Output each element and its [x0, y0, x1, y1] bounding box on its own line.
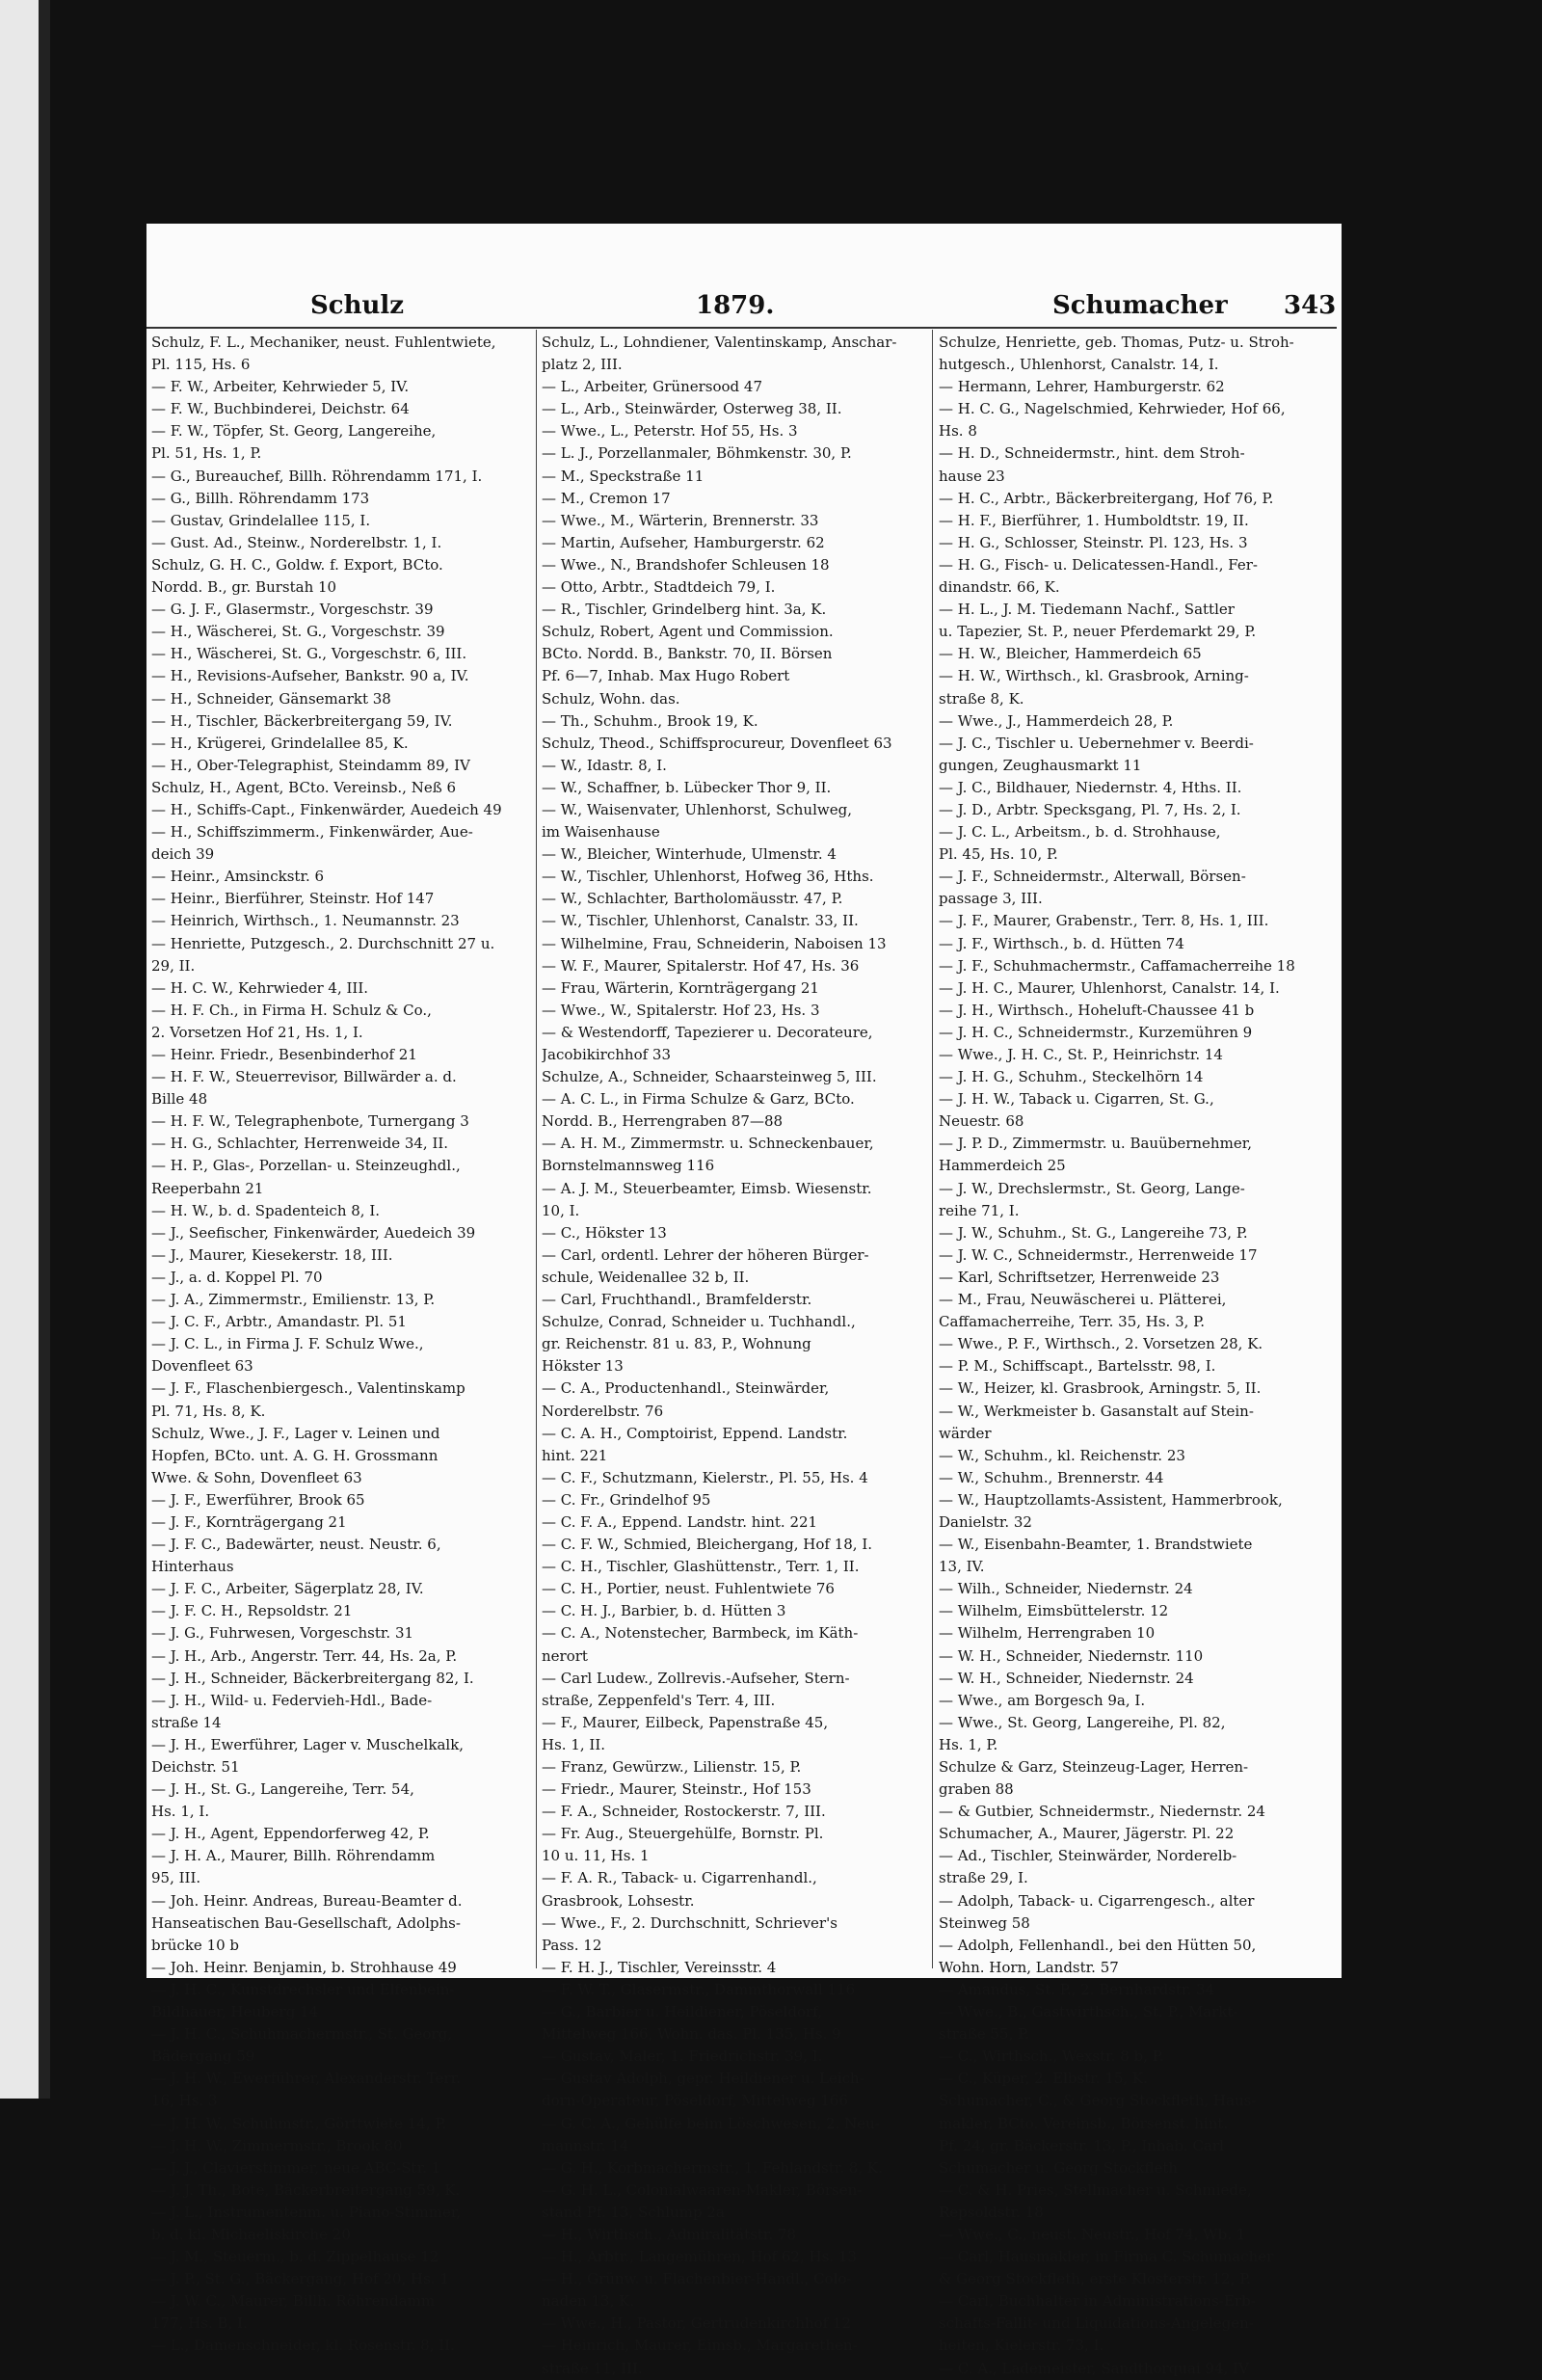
directory-line: Pl. 51, Hs. 1, P. — [151, 444, 262, 463]
directory-line: 13, IV. — [939, 1558, 985, 1576]
directory-line: — G. J. F., Glasermstr., Vorgeschstr. 39 — [151, 601, 434, 619]
directory-line: — Wilhelm, Eimsbüttelerstr. 12 — [939, 1602, 1169, 1620]
directory-line: — C. & H. Pries, Stellmacher u. Schmiede, — [939, 2180, 1252, 2199]
directory-line: — J. C. F., Arbtr., Amandastr. Pl. 51 — [151, 1313, 407, 1331]
directory-line: — Heinrich, Wirthsch., 1. Neumannstr. 23 — [151, 912, 460, 930]
directory-line: — G. C. A., Gehülfe beim Löschwesen, 2. Neu- — [542, 2114, 880, 2132]
directory-line: — H., Grünw. u. Flachenbier-Handl., Colo- — [542, 2270, 852, 2288]
directory-line: — C., Wirthsch., Wexstr. 8 b, P. — [939, 2047, 1164, 2066]
directory-line: — Wwe., St. Georg, Langereihe, Pl. 82, — [939, 1713, 1226, 1731]
directory-line: — Wwe., J. H. C., St. P., Heinrichstr. 14 — [939, 1046, 1223, 1063]
directory-line: — J. M., Steuerm., b. d. Zippelhause 12 — [151, 2248, 439, 2266]
directory-line: — J. H. G., Schuhm., Steckelhörn 14 — [939, 1068, 1204, 1086]
directory-line: — H. C., Arbtr., Bäckerbreitergang, Hof 76, P. — [939, 489, 1274, 507]
directory-line: — H., Tischler, Bäckerbreitergang 59, IV. — [151, 711, 453, 730]
directory-line: hint. 221 — [542, 1446, 608, 1464]
directory-line: — Wilhelmine, Frau, Schneiderin, Naboisen 13 — [542, 934, 887, 952]
directory-line: — H., Arbtr., Langemühren, Hof 62, Hs. 13 — [542, 2248, 857, 2266]
directory-line: — Wwe., C., neust. Neustr., Hof 74, Wb. 1 — [939, 2225, 1246, 2243]
directory-line: — Wwe., H., Pastor, Gertrudenkirchhof 12 — [542, 2314, 852, 2333]
directory-line: straße, Zeppenfeld's Terr. 4, III. — [542, 1691, 776, 1709]
directory-line: Schumacher u. Georg Stockfleth — [939, 2158, 1179, 2177]
directory-line: — J. G., Fuhrwesen, Vorgeschstr. 31 — [151, 1624, 414, 1643]
directory-line: Hs. 1, II. — [542, 1735, 606, 1753]
directory-line: u. Tapezier, St. P., neuer Pferdemarkt 29, P. — [939, 623, 1257, 641]
column-divider — [536, 330, 537, 1968]
directory-line: platz 2, III. — [542, 356, 623, 374]
directory-line: passage 3, III. — [939, 890, 1043, 908]
directory-line: — C. H. J., Barbier, b. d. Hütten 3 — [542, 1602, 786, 1620]
directory-line: — W., Schuhm., Brennerstr. 44 — [939, 1468, 1164, 1486]
directory-line: 177, Hs. B, I. — [151, 2314, 248, 2333]
directory-line: — Amandus, St. P., 2. Bernhardstr. 34 — [939, 1980, 1215, 1998]
directory-line: — J. F., Ewerführer, Brook 65 — [151, 1490, 365, 1509]
directory-line: Schumacher, C., & Georg Stockfleth, Haus- — [939, 2092, 1257, 2110]
directory-line: — J. F. C. H., Repsoldstr. 21 — [151, 1602, 353, 1620]
directory-line: — Heinrich, Maurer, Eimsb., Margarethen- — [542, 2337, 858, 2355]
directory-line: — Martin, Aufseher, Hamburgerstr. 62 — [542, 533, 825, 551]
directory-line: — Henriette, Putzgesch., 2. Durchschnitt 27 u. — [151, 934, 495, 952]
directory-line: — W., Schlachter, Bartholomäusstr. 47, P. — [542, 890, 843, 908]
directory-line: — J. F., Kornträgergang 21 — [151, 1512, 347, 1531]
directory-line: — W. H., Schneider, Niedernstr. 110 — [939, 1646, 1204, 1665]
directory-line: — J. H. C., Schuhmachermstr., St. Georg, — [151, 2025, 452, 2044]
scan-binding-edge — [39, 0, 50, 2099]
scan-left-margin — [0, 0, 39, 2099]
directory-line: — W., Hauptzollamts-Assistent, Hammerbrook, — [939, 1490, 1283, 1509]
directory-line: nerort — [542, 1646, 588, 1665]
directory-page — [146, 224, 1342, 2377]
directory-line: — J. J., Clavierstimmer, neue ABC-Str. 1 — [151, 2158, 441, 2177]
directory-line: — J. C. L., Arbeitsm., b. d. Strohhause, — [939, 823, 1221, 842]
header-right-catchword: Schumacher — [1052, 291, 1228, 320]
directory-line: — H., Wirthsch., Admiralitätstr. 78 — [542, 2225, 797, 2243]
directory-line: — J. H., Schneider, Bäckerbreitergang 82, I. — [151, 1669, 474, 1687]
directory-line: Deichstr. 51 — [151, 1758, 240, 1776]
directory-line: Pl. 71, Hs. 8, K. — [151, 1402, 266, 1420]
directory-line: Nordd. B., Herrengraben 87—88 — [542, 1112, 784, 1131]
directory-line: — J. H. W., Zimmermstr., Brook 80 — [151, 2136, 403, 2154]
directory-line: — H. C. G., Nagelschmied, Kehrwieder, Hof 66, — [939, 400, 1286, 418]
directory-line: Bille 48 — [151, 1090, 208, 1109]
directory-line: — G., Billh. Röhrendamm 173 — [151, 489, 370, 507]
directory-line: stand Pf. 13, Schlump 2a — [542, 2203, 725, 2221]
directory-line: — H., Wäscherei, St. G., Vorgeschstr. 6, III. — [151, 645, 467, 663]
directory-line: Jacobikirchhof 33 — [542, 1046, 672, 1063]
directory-line: — Otto, Arbtr., Stadtdeich 79, I. — [542, 578, 776, 597]
directory-line: reihe 71, I. — [939, 1201, 1020, 1219]
directory-line: straße 29, I. — [939, 1869, 1028, 1887]
directory-line: — R., Tischler, Grindelberg hint. 3a, K. — [542, 601, 827, 619]
directory-line: Danielstr. 32 — [939, 1512, 1032, 1531]
directory-line: — C. H., Tischler, Glashüttenstr., Terr. 1, II. — [542, 1558, 860, 1576]
directory-line: Schulze, Henriette, geb. Thomas, Putz- u. Stroh- — [939, 334, 1294, 351]
directory-line: — F. W. T., Glasermstr., Dammthorwall 116 — [542, 1980, 856, 1998]
directory-line: Pass. 12 — [542, 1936, 602, 1954]
directory-line: Schulze, A., Schneider, Schaarsteinweg 5, III. — [542, 1068, 877, 1086]
directory-line: Dovenfleet 63 — [151, 1357, 253, 1376]
directory-line: Mittelweg 166, Wohn. das. Pl. 135, Hs. 9 — [542, 2025, 841, 2044]
directory-line: naden 13, K. — [542, 2292, 635, 2311]
directory-line: — Gust. Ad., Steinw., Norderelbstr. 1, I. — [151, 533, 442, 551]
directory-line: — J. W., Drechslermstr., St. Georg, Lange- — [939, 1179, 1245, 1197]
directory-line: dinandstr. 66, K. — [939, 578, 1060, 597]
directory-line: — L. J., Porzellanmaler, Böhmkenstr. 30, P. — [542, 444, 852, 463]
directory-line: Nordd. B., gr. Burstah 10 — [151, 578, 337, 597]
directory-line: — J. H. C., Maurer, Uhlenhorst, Canalstr. 14, I. — [939, 978, 1280, 997]
running-head — [146, 291, 1342, 330]
directory-line: — H. F. W., Telegraphenbote, Turnergang 3 — [151, 1112, 469, 1131]
directory-line: Caffamacherreihe, Terr. 35, Hs. 3, P. — [939, 1313, 1205, 1331]
directory-line: — H., Krügerei, Grindelallee 85, K. — [151, 734, 409, 752]
directory-line: Pl. 45, Hs. 10, P. — [939, 845, 1058, 864]
directory-line: — C. H., Portier, neust. Fuhlentwiete 76 — [542, 1580, 835, 1598]
directory-line: — Wwe., M., Wärterin, Brennerstr. 33 — [542, 511, 819, 529]
directory-line: Wohn. Horn, Landstr. 57 — [939, 1958, 1119, 1976]
directory-line: deich 39 — [151, 845, 215, 864]
directory-line: 10, I. — [542, 1201, 580, 1219]
directory-line: Schumacher, A., Maurer, Jägerstr. Pl. 22 — [939, 1825, 1235, 1843]
directory-line: — Wwe., B., Gastwirthsch., St. P., Markt- — [939, 2003, 1238, 2021]
directory-line: — J. P., St. G., Bäckergang, Hof 20, Hs. 1 — [151, 2270, 449, 2288]
directory-line: — G. H. L., Colonialwaaren-Makler, Börsen- — [542, 2180, 863, 2199]
directory-line: — H. L., J. M. Tiedemann Nachf., Sattler — [939, 601, 1235, 619]
directory-line: — Heinr., Bierführer, Steinstr. Hof 147 — [151, 890, 435, 908]
directory-line: — Carl, Hausmakler, in Firma C. Schumacher — [939, 2248, 1274, 2266]
header-rule — [146, 327, 1337, 329]
directory-line: — Wwe., am Borgesch 9a, I. — [939, 1691, 1146, 1709]
directory-line: — J. F., Schuhmachermstr., Caffamacherreihe 18 — [939, 956, 1295, 975]
directory-line: — W., Waisenvater, Uhlenhorst, Schulweg, — [542, 800, 852, 818]
directory-line: — M., Speckstraße 11 — [542, 467, 705, 485]
directory-line: — F. A., Schneider, Rostockerstr. 7, III. — [542, 1803, 826, 1821]
directory-line: — F. H. J., Tischler, Vereinsstr. 4 — [542, 1958, 777, 1976]
directory-line: — J., Seefischer, Finkenwärder, Auedeich 39 — [151, 1223, 476, 1242]
directory-line: — H., Wäscherei, St. G., Vorgeschstr. 39 — [151, 623, 445, 641]
directory-line: — Fr. Aug., Steuergehülfe, Bornstr. Pl. — [542, 1825, 824, 1843]
directory-line: — H. G., Schlachter, Herrenweide 34, II. — [151, 1135, 449, 1153]
directory-line: — C., Küper, 2. Elbstr. 15, K. — [939, 2070, 1148, 2088]
directory-line: brücke 10 b — [151, 1936, 240, 1954]
directory-line: — F. A. R., Taback- u. Cigarrenhandl., — [542, 1869, 817, 1887]
directory-line: — C. A., Lademeister, Sandthorquai 94, IV — [939, 2359, 1249, 2377]
directory-line: — J. H. W., Taback u. Cigarren, St. G., — [939, 1090, 1214, 1109]
directory-line: — Carl Ludew., Zollrevis.-Aufseher, Stern- — [542, 1669, 850, 1687]
directory-line: — Th., Schuhm., Brook 19, K. — [542, 711, 758, 730]
directory-line: — J. F., Schneidermstr., Alterwall, Börsen- — [939, 868, 1246, 886]
directory-line: — P. M., Schiffscapt., Bartelsstr. 98, I. — [939, 1357, 1216, 1376]
directory-line: — Heinr. Friedr., Besenbinderhof 21 — [151, 1046, 417, 1063]
directory-line: hause 23 — [939, 467, 1005, 485]
directory-line: — J. H. C., Schneidermstr., Kurzemühren 9 — [939, 1023, 1253, 1041]
directory-line: — Carl, Buchhalter in Administrations-Erb- — [939, 2292, 1256, 2311]
directory-line: — W., Schaffner, b. Lübecker Thor 9, II. — [542, 778, 832, 796]
directory-line: — G., Barbier u. Heildiener, Pöseldorf, — [542, 2003, 822, 2021]
directory-line: — H., Ober-Telegraphist, Steindamm 89, IV — [151, 756, 470, 774]
directory-line: Norderelbstr. 76 — [542, 1402, 664, 1420]
directory-line: — A. C. L., in Firma Schulze & Garz, BCto. — [542, 1090, 855, 1109]
directory-line: — F., Maurer, Eilbeck, Papenstraße 45, — [542, 1713, 829, 1731]
directory-line: Schulz, Robert, Agent und Commission. — [542, 623, 834, 641]
directory-line: — L., Damenschneider, kl. Rosenstr. 8, II. — [151, 2337, 455, 2355]
directory-line: — Ad., Tischler, Steinwärder, Norderelb- — [939, 1847, 1237, 1865]
directory-line: Pf. 6—7, Inhab. Max Hugo Robert — [542, 667, 790, 685]
directory-line: — W., Werkmeister b. Gasanstalt auf Stein- — [939, 1402, 1254, 1420]
header-year: 1879. — [696, 291, 775, 320]
directory-line: Bädergang 59 — [151, 2047, 255, 2066]
directory-line: — & Westendorff, Tapezierer u. Decorateure, — [542, 1023, 873, 1041]
directory-line: straße 55, P. — [939, 2025, 1029, 2044]
directory-line: — Friedr., Maurer, Steinstr., Hof 153 — [542, 1780, 811, 1799]
directory-line: Hs. 1, I. — [151, 1803, 210, 1821]
directory-line: straße 14 — [151, 1713, 222, 1731]
directory-line: schule, Weidenallee 32 b, II. — [542, 1268, 750, 1286]
directory-line: Hopfen, BCto. unt. A. G. H. Grossmann — [151, 1446, 439, 1464]
directory-line: — J. F. C., Arbeiter, Sägerplatz 28, IV. — [151, 1580, 424, 1598]
directory-line: — H., Revisions-Aufseher, Bankstr. 90 a, IV. — [151, 667, 469, 685]
directory-line: — J. F., Maurer, Grabenstr., Terr. 8, Hs. 1, III. — [939, 912, 1269, 930]
directory-line: — J. H., Agent, Eppendorferweg 42, P. — [151, 1825, 430, 1843]
directory-line: Hinterhaus — [151, 1558, 234, 1576]
directory-line: — J. A., Zimmermstr., Emilienstr. 13, P. — [151, 1291, 436, 1309]
directory-line: — Carl, ordentl. Lehrer der höheren Bürger- — [542, 1245, 869, 1264]
directory-line: — J. F., Flaschenbiergesch., Valentinskamp — [151, 1379, 465, 1398]
directory-line: — Gustav, Maler, 1. Friedrichstr. 39, I. — [542, 2047, 823, 2066]
directory-line: — J. C., Bildhauer, Niedernstr. 4, Hths. II. — [939, 778, 1242, 796]
column-3 — [939, 332, 1319, 2380]
directory-line: Schulz, Theod., Schiffsprocureur, Dovenfleet 63 — [542, 734, 892, 752]
directory-line: Hs. 1, P. — [939, 1735, 998, 1753]
directory-line: — J. H., St. G., Langereihe, Terr. 54, — [151, 1780, 414, 1799]
directory-line: — J. H. A., Maurer, Billh. Röhrendamm — [151, 1847, 436, 1865]
directory-line: Steinweg 58 — [939, 1913, 1030, 1932]
directory-line: — J. H. W., Ewerführer, Alexanderstr. Terr. — [151, 2070, 461, 2088]
directory-line: — J. H. W., Schuhmstr., Görttwiete 14, P. — [151, 2114, 447, 2132]
directory-line: — J. H., Wild- u. Federvieh-Hdl., Bade- — [151, 1691, 433, 1709]
directory-line: gr. Reichenstr. 81 u. 83, P., Wohnung — [542, 1335, 811, 1353]
directory-line: — A. J. M., Steuerbeamter, Eimsb. Wiesenstr. — [542, 1179, 872, 1197]
column-1 — [151, 332, 532, 2358]
directory-line: — Adolph, Taback- u. Cigarrengesch., alter — [939, 1891, 1255, 1910]
directory-line: Schulz, Wwe., J. F., Lager v. Leinen und — [151, 1424, 440, 1442]
directory-line: — J. H., Wirthsch., Hoheluft-Chaussee 41 b — [939, 1001, 1255, 1019]
directory-line: — J. D., Arbtr. Specksgang, Pl. 7, Hs. 2, I. — [939, 800, 1241, 818]
directory-line: — W., Tischler, Uhlenhorst, Hofweg 36, Hths. — [542, 868, 874, 886]
directory-line: — H. W., Bleicher, Hammerdeich 65 — [939, 645, 1202, 663]
directory-line: — L., Arb., Steinwärder, Osterweg 38, II. — [542, 400, 842, 418]
directory-line: — J., a. d. Koppel Pl. 70 — [151, 1268, 323, 1286]
directory-line: — J. F., Wirthsch., b. d. Hütten 74 — [939, 934, 1184, 952]
directory-line: — Joh. Heinr. Benjamin, b. Strohhause 49 — [151, 1958, 457, 1976]
directory-line: Schulz, F. L., Mechaniker, neust. Fuhlentwiete, — [151, 334, 496, 351]
directory-line: Pf. 24, gr. Bäckerstr. 13, P., Inhab. Carl — [939, 2136, 1224, 2154]
directory-line: Schulz, Wohn. das. — [542, 689, 680, 708]
directory-line: straße 11, III. — [542, 2359, 643, 2377]
directory-line: — W., Schuhm., kl. Reichenstr. 23 — [939, 1446, 1185, 1464]
directory-line: — J. W., Schuhm., St. G., Langereihe 73, P. — [939, 1223, 1248, 1242]
directory-line: — J. C., Tischler u. Uebernehmer v. Beerdi- — [939, 734, 1254, 752]
directory-line: — C. Fr., Grindelhof 95 — [542, 1490, 711, 1509]
directory-line: — W. F., Maurer, Spitalerstr. Hof 47, Hs. 36 — [542, 956, 860, 975]
directory-line: — J. H. C., Kunstdrechsler und Elfenbein- — [151, 1980, 455, 1998]
directory-line: — C. F., Schutzmann, Kielerstr., Pl. 55, Hs. 4 — [542, 1468, 868, 1486]
directory-line: Schulze & Garz, Steinzeug-Lager, Herren- — [939, 1758, 1249, 1776]
directory-line: Pl. 115, Hs. 6 — [151, 356, 251, 374]
directory-line: — H. F. W., Steuerrevisor, Billwärder a. d. — [151, 1068, 457, 1086]
directory-line: — & Gutbier, Schneidermstr., Niedernstr. 24 — [939, 1803, 1265, 1821]
directory-line: — Wwe., N., Brandshofer Schleusen 18 — [542, 555, 830, 574]
directory-line: Schulz, G. H. C., Goldw. f. Export, BCto. — [151, 555, 443, 574]
directory-line: Schulz, L., Lohndiener, Valentinskamp, Anschar- — [542, 334, 897, 351]
header-left-catchword: Schulz — [310, 291, 405, 320]
directory-line: — W., Heizer, kl. Grasbrook, Arningstr. 5, II. — [939, 1379, 1262, 1398]
directory-line: — G., Bureauchef, Billh. Röhrendamm 171, I. — [151, 467, 483, 485]
directory-line: — Wilhelm, Herrengraben 10 — [939, 1624, 1156, 1643]
directory-line: — F. W., Buchbinderei, Deichstr. 64 — [151, 400, 410, 418]
directory-line: — W. H., Schneider, Niedernstr. 24 — [939, 1669, 1194, 1687]
directory-line: — F. W., Töpfer, St. Georg, Langereihe, — [151, 422, 437, 441]
directory-line: — J. W. C., Schneidermstr., Herrenweide 17 — [939, 1245, 1258, 1264]
directory-line: — Frau, Wärterin, Kornträgergang 21 — [542, 978, 819, 997]
directory-line: — C. F. W., Schmied, Bleichergang, Hof 18, I. — [542, 1536, 873, 1554]
directory-line: Hökster 13 — [542, 1357, 624, 1376]
directory-line: b. d. kl. Michaeliskirche 20 — [151, 2225, 351, 2243]
directory-line: 16, Hs. 3 — [151, 2092, 218, 2110]
directory-line: — Gustav Adolph, gepr. Heildiener u. Leich- — [542, 2070, 864, 2088]
directory-line: — Wwe., F., 2. Durchschnitt, Schriever's — [542, 1913, 837, 1932]
directory-line: graben 88 — [939, 1780, 1014, 1799]
directory-line: — C. A. H., Comptoirist, Eppend. Landstr. — [542, 1424, 848, 1442]
directory-line: — M., Frau, Neuwäscherei u. Plätterei, — [939, 1291, 1227, 1309]
directory-line: — G. H., Korbmachermstr., 1. Fehlandstr. 8, K. — [542, 2158, 883, 2177]
directory-line: dorn-Operateur, Pöseldorf, Mittelweg 166 — [542, 2092, 848, 2110]
directory-line: — J. C. L., in Firma J. F. Schulz Wwe., — [151, 1335, 424, 1353]
directory-line: — Karl, Schriftsetzer, Herrenweide 23 — [939, 1268, 1220, 1286]
directory-line: Wwe. & Sohn, Dovenfleet 63 — [151, 1468, 362, 1486]
directory-line: — H. C. W., Kehrwieder 4, III. — [151, 978, 369, 997]
directory-line: — Adolph, Fellenhandl., bei den Hütten 50, — [939, 1936, 1257, 1954]
column-divider — [932, 330, 933, 1968]
directory-line: straße 8, K. — [939, 689, 1024, 708]
directory-line: — H., Schiffszimmerm., Finkenwärder, Aue- — [151, 823, 473, 842]
directory-line: — C., Hökster 13 — [542, 1223, 667, 1242]
directory-line: 10 u. 11, Hs. 1 — [542, 1847, 650, 1865]
directory-line: — Franz, Gewürzw., Lilienstr. 15, P. — [542, 1758, 802, 1776]
directory-line: — H., Schiffs-Capt., Finkenwärder, Auedeich 49 — [151, 800, 502, 818]
directory-line: — Wwe., W., Spitalerstr. Hof 23, Hs. 3 — [542, 1001, 820, 1019]
directory-line: — Wwe., J., Hammerdeich 28, P. — [939, 711, 1174, 730]
directory-line: — W., Bleicher, Winterhude, Ulmenstr. 4 — [542, 845, 837, 864]
directory-line: Neuestr. 68 — [939, 1112, 1024, 1131]
directory-line: — F. W., Arbeiter, Kehrwieder 5, IV. — [151, 378, 410, 396]
directory-line: im Waisenhause — [542, 823, 660, 842]
directory-line: — C. A., Productenhandl., Steinwärder, — [542, 1379, 830, 1398]
directory-line: — J. W. C., Maurer, Billh. Röhrendamm — [151, 2292, 436, 2311]
directory-line: 2. Vorsetzen Hof 21, Hs. 1, I. — [151, 1023, 363, 1041]
directory-line: Schulz, H., Agent, BCto. Vereinsb., Neß 6 — [151, 778, 457, 796]
directory-line: — W., Eisenbahn-Beamter, 1. Brandstwiete — [939, 1536, 1253, 1554]
directory-line: — M., Cremon 17 — [542, 489, 671, 507]
directory-line: makler, BCto. Vereinsb., Börsenst. hint. — [939, 2114, 1229, 2132]
directory-line: gungen, Zeughausmarkt 11 — [939, 756, 1142, 774]
directory-line: hutgesch., Uhlenhorst, Canalstr. 14, I. — [939, 356, 1219, 374]
directory-line: — J. F. C., Badewärter, neust. Neustr. 6, — [151, 1536, 441, 1554]
directory-line: — J. J. Th., Bote, Bäckerbreitergang 59, K. — [151, 2180, 461, 2199]
directory-line: — H. G., Schlosser, Steinstr. Pl. 123, Hs. 3 — [939, 533, 1248, 551]
directory-line: — W., Tischler, Uhlenhorst, Canalstr. 33, II. — [542, 912, 859, 930]
directory-line: — C. A., Notenstecher, Barmbeck, im Käth- — [542, 1624, 859, 1643]
directory-line: Hanseatischen Bau-Gesellschaft, Adolphs- — [151, 1913, 461, 1932]
directory-line: — H. P., Glas-, Porzellan- u. Steinzeughdl., — [151, 1157, 461, 1175]
directory-line: Hammerdeich 25 — [939, 1157, 1066, 1175]
directory-line: — Joh. Heinr. Andreas, Bureau-Beamter d. — [151, 1891, 463, 1910]
directory-line: — J. H., Ewerführer, Lager v. Muschelkalk, — [151, 1735, 465, 1753]
directory-line: 29, II. — [151, 956, 196, 975]
directory-line: Hs. 8 — [939, 422, 977, 441]
directory-line: Grasbrook, Lohsestr. — [542, 1891, 695, 1910]
directory-line: — J. H., Arb., Angerstr. Terr. 44, Hs. 2a, P. — [151, 1646, 458, 1665]
directory-line: — Wilh., Schneider, Niedernstr. 24 — [939, 1580, 1193, 1598]
directory-line: — H. W., Wirthsch., kl. Grasbrook, Arning- — [939, 667, 1249, 685]
directory-line: — J. P. D., Zimmermstr. u. Bauübernehmer, — [939, 1135, 1252, 1153]
directory-line: — A. H. M., Zimmermstr. u. Schneckenbauer, — [542, 1135, 874, 1153]
directory-line: — H. G., Fisch- u. Delicatessen-Handl., Fer- — [939, 555, 1258, 574]
directory-line: & Georg Stockfleth, erste Klosterstr. 12, P. — [939, 2270, 1251, 2288]
column-2 — [542, 332, 922, 2380]
directory-line: — L., Arbeiter, Grünersood 47 — [542, 378, 763, 396]
directory-line: — H. F., Bierführer, 1. Humboldtstr. 19, II. — [939, 511, 1249, 529]
directory-line: — J., Maurer, Kiesekerstr. 18, III. — [151, 1245, 393, 1264]
directory-line: Reeperbahn 21 — [151, 1179, 264, 1197]
directory-line: — Heinr., Amsinckstr. 6 — [151, 868, 325, 886]
directory-line: Bildhauer, Heuberg 14 — [151, 2003, 319, 2021]
directory-line: Repsoldstr. 18 — [939, 2203, 1044, 2221]
directory-line: — H. D., Schneidermstr., hint. dem Stroh- — [939, 444, 1245, 463]
directory-line: — Hermann, Lehrer, Hamburgerstr. 62 — [939, 378, 1225, 396]
directory-line: — J. L., Instrumentenm. u. Piano-Stimmer, — [151, 2203, 462, 2221]
directory-line: mannstr. 14 — [542, 2136, 629, 2154]
directory-line: — C. F. A., Eppend. Landstr. hint. 221 — [542, 1512, 818, 1531]
directory-line: — Carl, Fruchthandl., Bramfelderstr. — [542, 1291, 812, 1309]
directory-line: — H., Schneider, Gänsemarkt 38 — [151, 689, 391, 708]
directory-line: schafts-Fallit- und Liquidations-Angelegen- — [939, 2314, 1254, 2333]
directory-line: — H. W., b. d. Spadenteich 8, I. — [151, 1201, 381, 1219]
directory-line: — Wwe., P. F., Wirthsch., 2. Vorsetzen 28, K. — [939, 1335, 1263, 1353]
directory-line: 95, III. — [151, 1869, 201, 1887]
directory-line: wärder — [939, 1424, 992, 1442]
directory-line: BCto. Nordd. B., Bankstr. 70, II. Börsen — [542, 645, 833, 663]
directory-line: — H. F. Ch., in Firma H. Schulz & Co., — [151, 1001, 432, 1019]
directory-line: — W., Idastr. 8, I. — [542, 756, 667, 774]
directory-line: Schulze, Conrad, Schneider u. Tuchhandl., — [542, 1313, 856, 1331]
directory-line: Bornstelmannsweg 116 — [542, 1157, 715, 1175]
directory-line: — Gustav, Grindelallee 115, I. — [151, 511, 371, 529]
page-number: 343 — [1284, 291, 1337, 320]
directory-line: — Wwe., L., Peterstr. Hof 55, Hs. 3 — [542, 422, 798, 441]
directory-line: heiten, Kielerstr. 73, I. — [939, 2337, 1104, 2355]
